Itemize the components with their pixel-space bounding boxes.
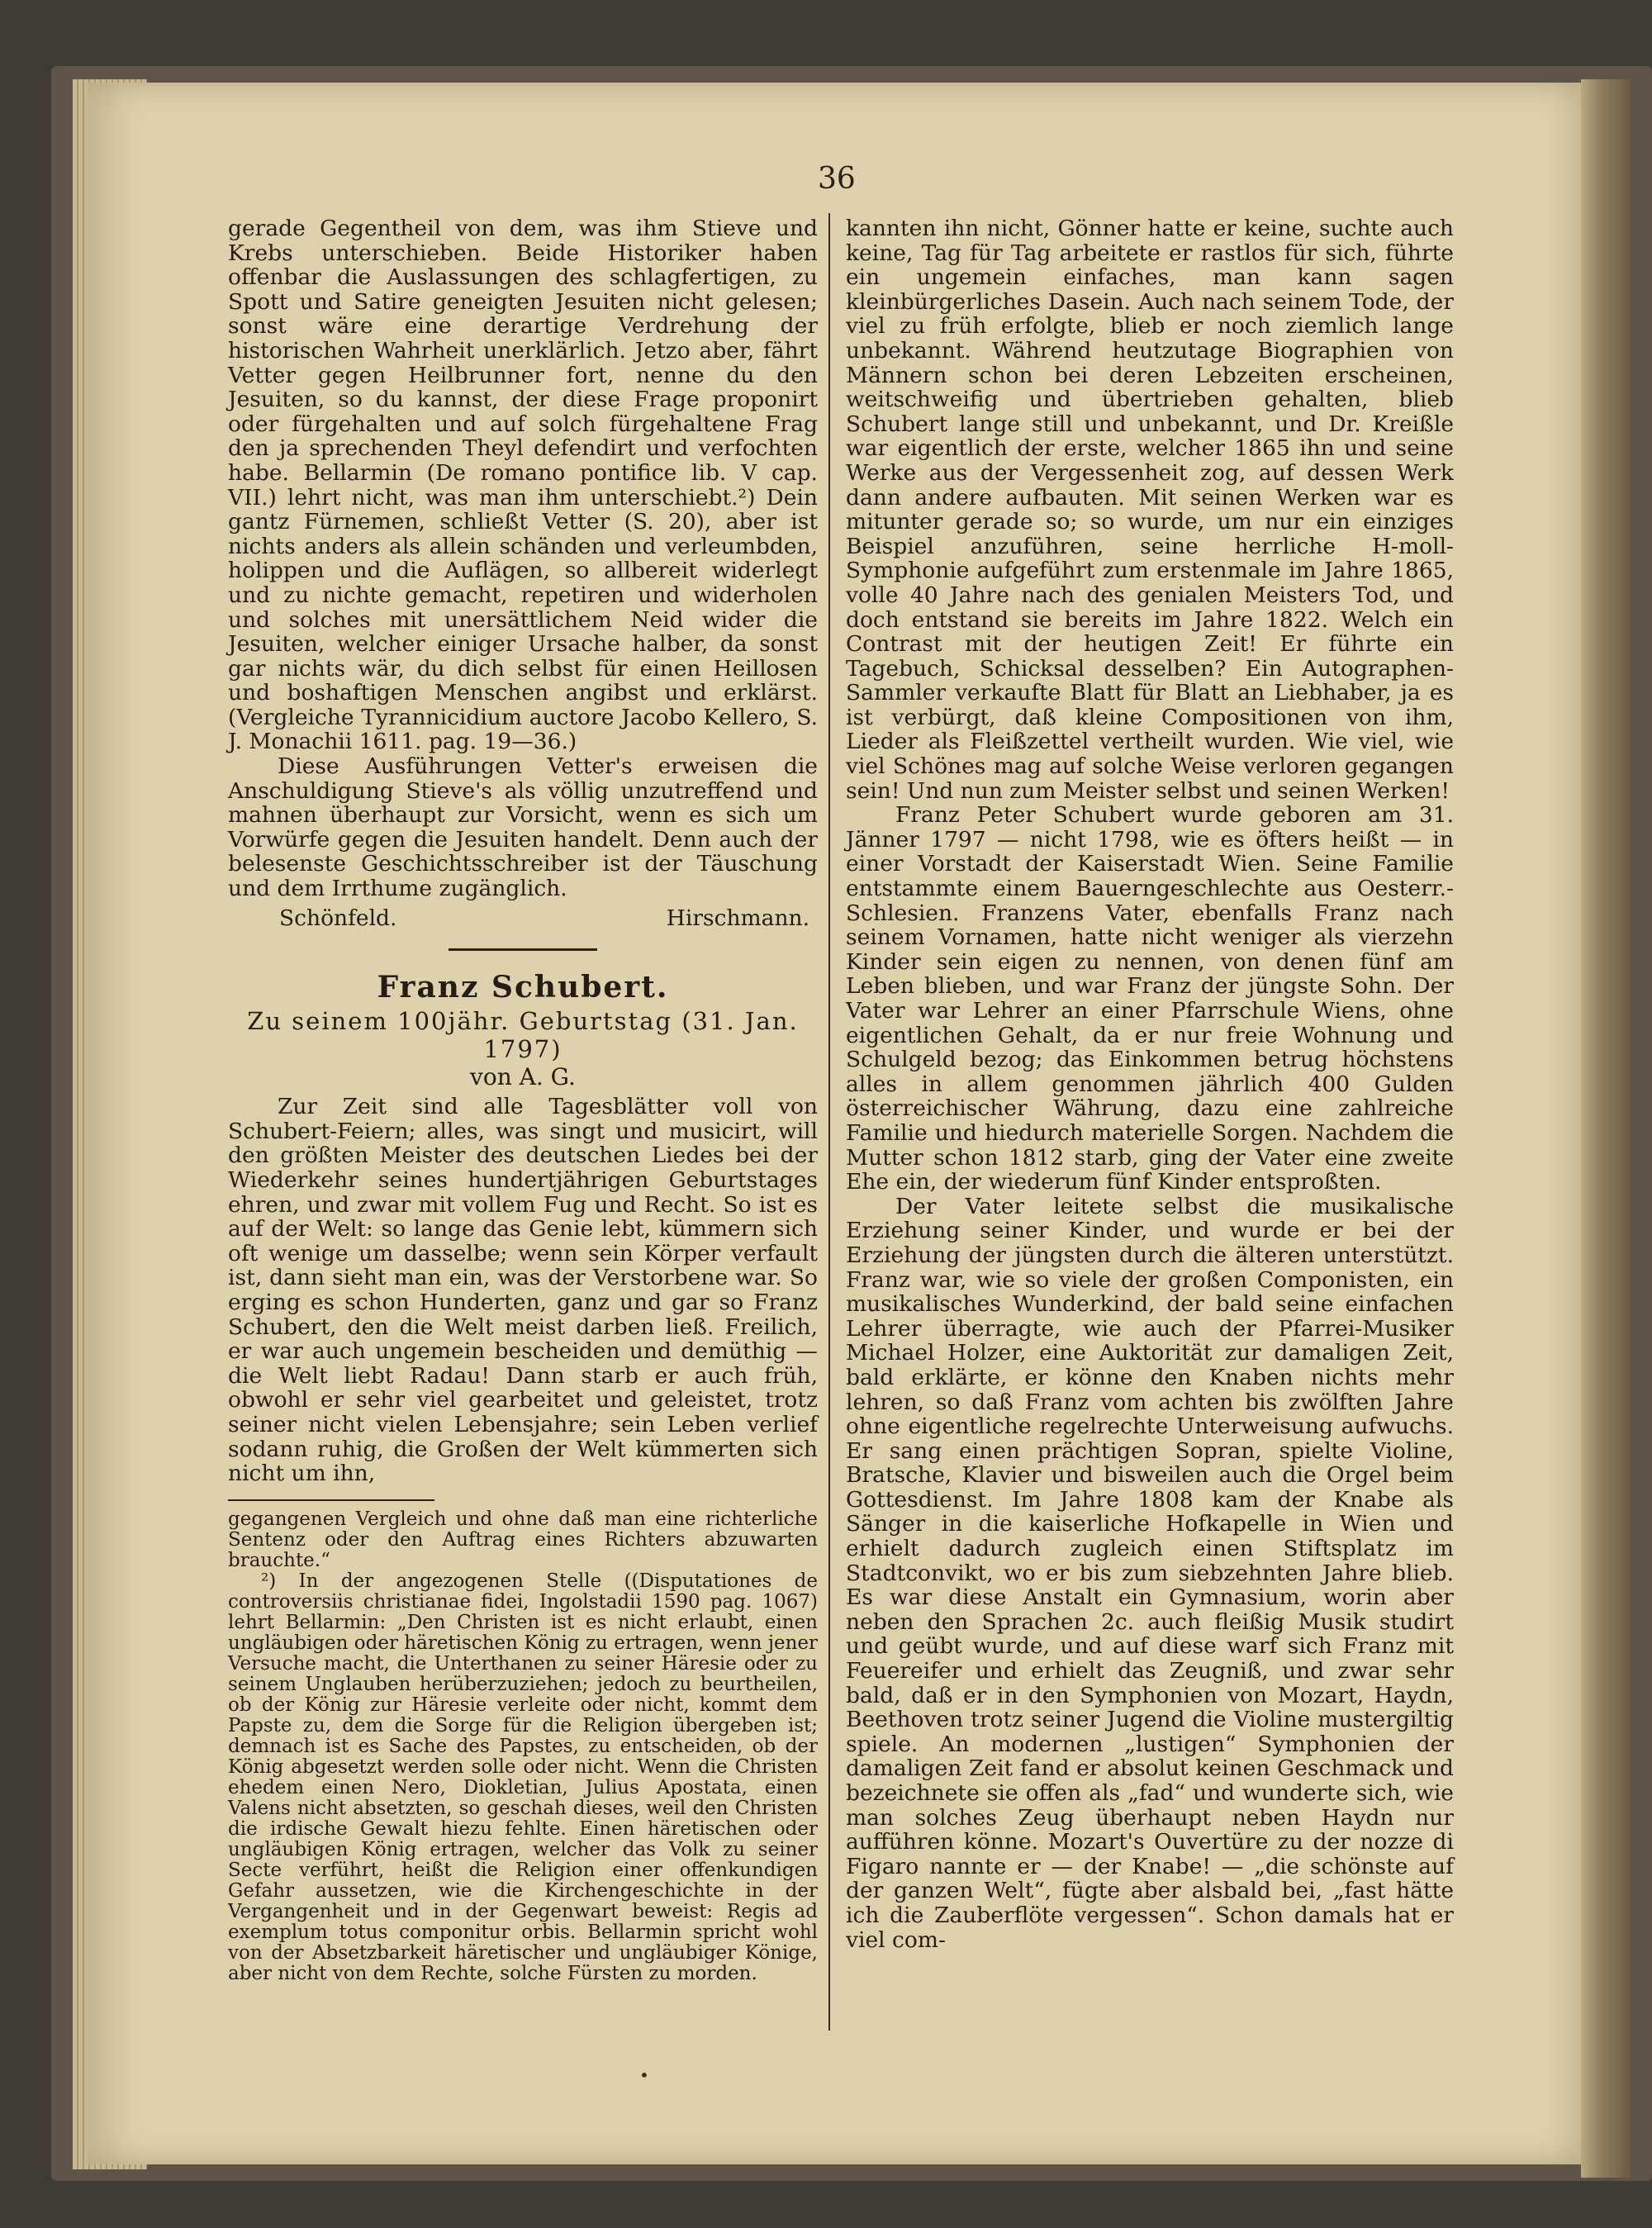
bottom-dot-mark: • [639,2065,649,2085]
section-rule [449,948,597,951]
schubert-paragraph-2: Franz Peter Schubert wurde geboren am 31. Jänner 1797 — nicht 1798, wie es öfters heißt — in einer Vorstadt der Kaiserstadt Wien. Seine Familie entstammte einem Bauerngeschlechte aus Oesterr.-Schlesien. Franzens Vater, ebenfalls Franz nach seinem Vornamen, hatte nicht weniger als vierzehn Kinder sein eigen zu nennen, von denen fünf am Leben blieben, und war Franz der jüngste Sohn. Der Vater war Lehrer an einer Pfarrschule Wiens, ohne eigentlichen Gehalt, da er nur freie Wohnung und Schulgeld bezog; das Einkommen betrug höchstens alles in allem genommen jährlich 400 Gulden österreichischer Währung, dazu eine zahlreiche Familie und hiedurch materielle Sorgen. Nachdem die Mutter schon 1812 starb, ging der Vater eine zweite Ehe ein, der wiederum fünf Kinder entsproßten. [846,802,1454,1195]
footnotes [228,1509,818,1984]
signature-right: Hirschmann. [666,905,809,931]
page-number: 36 [818,162,856,196]
article-author: von A. G. [470,1063,576,1091]
right-column [846,216,1454,1952]
conclusion-paragraph: Diese Ausführungen Vetter's erweisen die Anschuldigung Stieve's als völlig unzutreffend und mahnen überhaupt zur Vorsicht, wenn es sich um Vorwürfe gegen die Jesuiten handelt. Denn auch der belesenste Geschichtsschreiber ist der Täuschung und dem Irrthume zugänglich. [228,753,818,902]
footnote-2: ²) In der angezogenen Stelle ((Disputationes de controversiis christianae fidei, Ingolstadii 1590 pag. 1067) lehrt Bellarmin: „Den Christen ist es nicht erlaubt, einen ungläubigen oder häretischen König zu ertragen, wenn jener Versuche macht, die Unterthanen zu seiner Häresie oder zu seinem Unglauben herüberzuziehen; jedoch zu beurtheilen, ob der König zur Häresie verleite oder nicht, kommt dem Papste zu, dem die Sorge für die Religion übergeben ist; demnach ist es Sache des Papstes, zu entscheiden, ob der König abgesetzt werden solle oder nicht. Wenn die Christen ehedem einen Nero, Diokletian, Julius Apostata, einen Valens nicht absetzten, so geschah dieses, weil den Christen die irdische Gewalt hiezu fehlte. Einen häretischen oder ungläubigen König ertragen, welcher das Volk zu seiner Secte verführt, heißt die Religion einer offenkundigen Gefahr aussetzen, wie die Kirchengeschichte in der Vergangenheit und in der Gegenwart beweist: Regis ad exemplum totus componitur orbis. Bellarmin spricht wohl von der Absetzbarkeit häretischer und ungläubiger Könige, aber nicht von dem Rechte, solche Fürsten zu morden. [228,1570,818,1984]
column-divider [828,213,830,2031]
footnote-continued: gegangenen Vergleich und ohne daß man eine richterliche Sentenz oder den Auftrag eines Richters abzuwarten brauchte.“ [228,1508,818,1571]
signature-left: Schönfeld. [279,905,397,931]
article-intro-paragraph: Zur Zeit sind alle Tagesblätter voll von Schubert-Feiern; alles, was singt und musicirt, will den größten Meister des deutschen Liedes bei der Wiederkehr seines hundertjährigen Geburtstages ehren, und zwar mit vollem Fug und Recht. So ist es auf der Welt: so lange das Genie lebt, kümmern sich oft wenige um dasselbe; wenn sein Körper verfault ist, dann sieht man ein, was der Verstorbene war. So erging es schon Hunderten, ganz und gar so Franz Schubert, den die Welt meist darben ließ. Freilich, er war auch ungemein bescheiden und demüthig — die Welt liebt Radau! Dann starb er auch früh, obwohl er sehr viel gearbeitet und geleistet, trotz seiner nicht vielen Lebensjahre; sein Leben verlief sodann ruhig, die Großen der Welt kümmerten sich nicht um ihn, [228,1094,818,1487]
article-title: Franz Schubert. [377,970,669,1005]
signature-row [228,901,818,931]
continued-paragraph: gerade Gegentheil von dem, was ihm Stieve und Krebs unterschieben. Beide Historiker haben offenbar die Auslassungen des schlagfertigen, zu Spott und Satire geneigten Jesuiten nicht gelesen; sonst wäre eine derartige Verdrehung der historischen Wahrheit unerklärlich. Jetzo aber, fährt Vetter gegen Heilbrunner fort, nenne du den Jesuiten, so du kannst, der diese Frage proponirt oder fürgehalten und auf solch fürgehaltene Frag den ja sprechenden Theyl defendirt und verfochten habe. Bellarmin (De romano pontifice lib. V cap. VII.) lehrt nicht, was man ihm unterschiebt.²) Dein gantz Fürnemen, schließt Vetter (S. 20), aber ist nichts anders als allein schänden und verleumbden, holippen und die Auflägen, so allbereit widerlegt und zu nichte gemacht, repetiren und widerholen und solches mit unersättlichem Neid wider die Jesuiten, welcher einiger Ursache halber, da sonst gar nichts wär, du dich selbst für einen Heillosen und boshaftigen Menschen angibst und erklärst. (Vergleiche Tyrannicidium auctore Jacobo Kellero, S. J. Monachii 1611. pag. 19—36.) [228,216,818,755]
article-subtitle: Zu seinem 100jähr. Geburtstag (31. Jan. 1797) [247,1007,799,1064]
left-column [228,216,818,1984]
book-right-edge [1581,79,1631,2178]
schubert-paragraph-1: kannten ihn nicht, Gönner hatte er keine, suchte auch keine, Tag für Tag arbeitete er rastlos für sich, führte ein ungemein einfaches, man kann sagen kleinbürgerliches Dasein. Auch nach seinem Tode, der viel zu früh erfolgte, blieb er noch ziemlich lange unbekannt. Während heutzutage Biographien von Männern schon bei deren Lebzeiten erscheinen, weitschweifig und übertrieben gehalten, blieb Schubert lange still und unbekannt, und Dr. Kreißle war eigentlich der erste, welcher 1865 ihn und seine Werke aus der Vergessenheit zog, auf dessen Werk dann andere aufbauten. Mit seinen Werken war es mitunter gerade so; so wurde, um nur ein einziges Beispiel anzuführen, seine herrliche H-moll-Symphonie aufgeführt zum erstenmale im Jahre 1865, volle 40 Jahre nach des genialen Meisters Tod, und doch entstand sie bereits im Jahre 1822. Welch ein Contrast mit der heutigen Zeit! Er führte ein Tagebuch, Schicksal desselben? Ein Autographen-Sammler verkaufte Blatt für Blatt an Liebhaber, ja es ist verbürgt, daß kleine Compositionen von ihm, Lieder als Fleißzettel vertheilt wurden. Wie viel, wie viel Schönes mag auf solche Weise verloren gegangen sein! Und nun zum Meister selbst und seinen Werken! [846,216,1454,804]
schubert-paragraph-3: Der Vater leitete selbst die musikalische Erziehung seiner Kinder, und wurde er bei der Erziehung der jüngsten durch die älteren unterstützt. Franz war, wie so viele der großen Componisten, ein musikalisches Wunderkind, der bald seine einfachen Lehrer überragte, wie auch der Pfarrei-Musiker Michael Holzer, eine Auktorität zur damaligen Zeit, bald erklärte, er könne den Knaben nichts mehr lehren, so daß Franz vom achten bis zwölften Jahre ohne eigentliche regelrechte Unterweisung aufwuchs. Er sang einen prächtigen Sopran, spielte Violine, Bratsche, Klavier und bisweilen auch die Orgel beim Gottesdienst. Im Jahre 1808 kam der Knabe als Sänger in die kaiserliche Hofkapelle in Wien und erhielt dadurch zugleich einen Stiftsplatz im Stadtconvikt, wo er bis zum siebzehnten Jahre blieb. Es war diese Anstalt ein Gymnasium, worin aber neben den Sprachen 2c. auch fleißig Musik studirt und geübt wurde, und auf diese warf sich Franz mit Feuereifer und erhielt das Zeugniß, und zwar sehr bald, daß er in den Symphonien von Mozart, Haydn, Beethoven trotz seiner Jugend die Violine mustergiltig spiele. An modernen „lustigen“ Symphonien der damaligen Zeit fand er absolut keinen Geschmack und bezeichnete sie offen als „fad“ und wunderte sich, wie man solches Zeug überhaupt neben Haydn nur aufführen könne. Mozart's Ouvertüre zu der nozze di Figaro nannte er — der Knabe! — „die schönste auf der ganzen Welt“, fügte aber alsbald bei, „fast hätte ich die Zauberflöte vergessen“. Schon damals hat er viel com- [846,1193,1454,1953]
footnote-rule [228,1499,434,1501]
